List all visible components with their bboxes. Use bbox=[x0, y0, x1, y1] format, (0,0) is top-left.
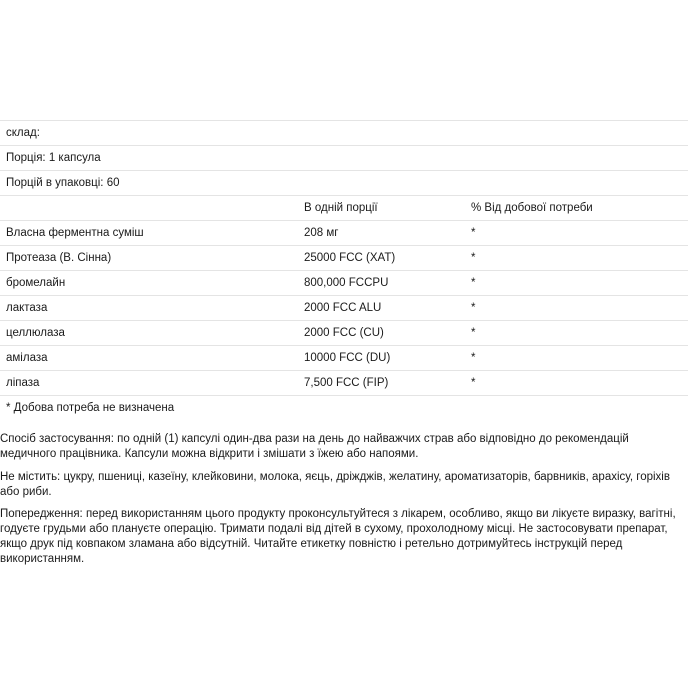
footnote: * Добова потреба не визначена bbox=[6, 402, 175, 414]
ingredient-daily-value: * bbox=[471, 302, 476, 314]
ingredient-name: бромелайн bbox=[6, 277, 66, 289]
ingredient-amount: 10000 FCC (DU) bbox=[304, 352, 391, 364]
ingredient-daily-value: * bbox=[471, 277, 476, 289]
ingredient-amount: 2000 FCC (CU) bbox=[304, 327, 384, 339]
ingredient-name: амілаза bbox=[6, 352, 48, 364]
table-row bbox=[0, 320, 688, 345]
table-row bbox=[0, 145, 688, 170]
table-row bbox=[0, 170, 688, 195]
section-heading: склад: bbox=[6, 127, 40, 139]
ingredient-amount: 208 мг bbox=[304, 227, 339, 239]
servings-per-container: Порцій в упаковці: 60 bbox=[6, 177, 120, 189]
ingredient-daily-value: * bbox=[471, 377, 476, 389]
ingredient-amount: 25000 FCC (XAT) bbox=[304, 252, 396, 264]
usage-instructions: Спосіб застосування: по одній (1) капсулі один-два рази на день до найважчих страв або відповідно до рекомендацій медичного працівника. Капсули можна відкрити і змішати з їжею або напоями. bbox=[0, 433, 629, 460]
table-header-row bbox=[0, 195, 688, 220]
ingredient-amount: 800,000 FCCPU bbox=[304, 277, 389, 289]
table-row bbox=[0, 345, 688, 370]
ingredient-daily-value: * bbox=[471, 327, 476, 339]
ingredient-amount: 2000 FCC ALU bbox=[304, 302, 382, 314]
ingredient-name: Протеаза (В. Сінна) bbox=[6, 252, 112, 264]
table-row bbox=[0, 295, 688, 320]
ingredient-daily-value: * bbox=[471, 352, 476, 364]
ingredient-name: целлюлаза bbox=[6, 327, 65, 339]
table-row bbox=[0, 270, 688, 295]
table-row bbox=[0, 220, 688, 245]
allergen-free-statement: Не містить: цукру, пшениці, казеїну, клейковини, молока, яєць, дріжджів, желатину, ароматизаторів, барвників, арахісу, горіхів або риби. bbox=[0, 471, 670, 498]
supplement-facts-table bbox=[0, 120, 688, 420]
ingredient-name: лактаза bbox=[6, 302, 48, 314]
ingredient-name: ліпаза bbox=[6, 377, 40, 389]
table-row bbox=[0, 370, 688, 395]
table-row bbox=[0, 245, 688, 270]
warning-statement: Попередження: перед використанням цього продукту проконсультуйтеся з лікарем, особливо, якщо ви лікуєте виразку, вагітні, годуєте грудьми або плануєте операцію. Тримати подалі від дітей в сухому, прохолодному місці. Не застосовувати препарат, якщо друк під ковпаком зламана або відсутній. Читайте етикетку повністю і ретельно дотримуйтесь інструкцій перед використанням. bbox=[0, 508, 676, 565]
ingredient-name: Власна ферментна суміш bbox=[6, 227, 144, 239]
ingredient-daily-value: * bbox=[471, 252, 476, 264]
column-header-daily-value: % Від добової потреби bbox=[471, 202, 593, 214]
table-row bbox=[0, 120, 688, 145]
ingredient-amount: 7,500 FCC (FIP) bbox=[304, 377, 389, 389]
table-row bbox=[0, 395, 688, 420]
ingredient-daily-value: * bbox=[471, 227, 476, 239]
column-header-amount: В одній порції bbox=[304, 202, 378, 214]
serving-size: Порція: 1 капсула bbox=[6, 152, 101, 164]
